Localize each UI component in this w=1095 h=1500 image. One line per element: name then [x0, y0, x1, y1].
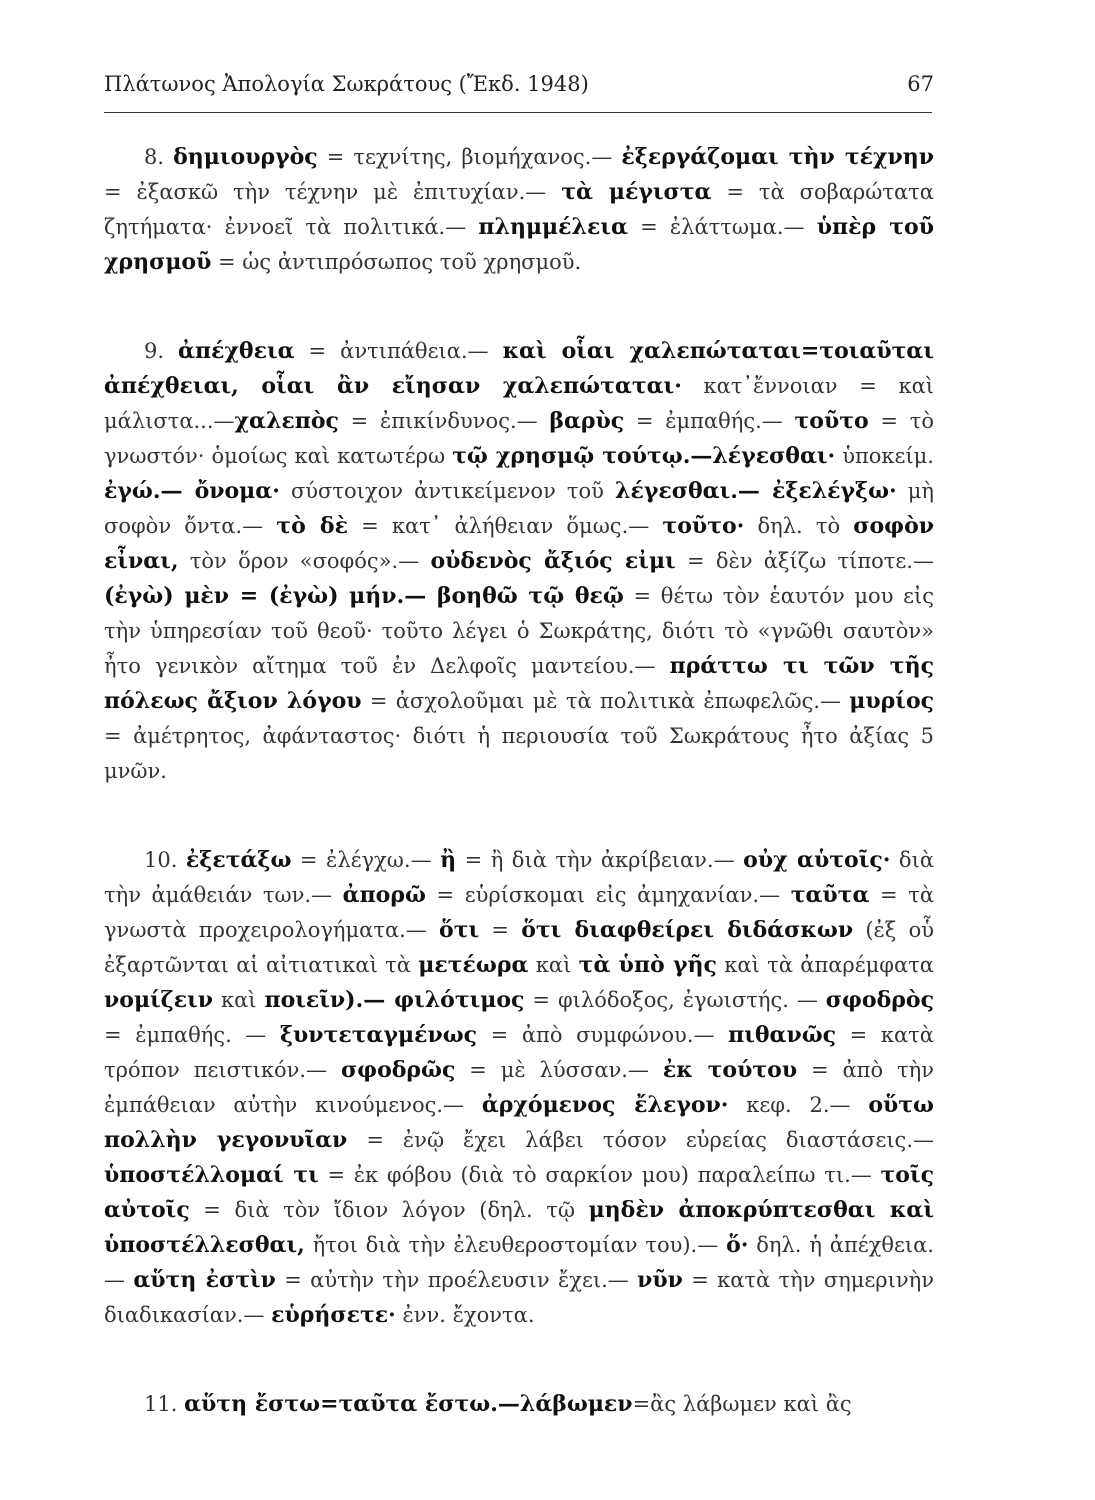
gloss-text: ἤτοι διὰ τὴν ἐλευθεροστομίαν του).—: [304, 1233, 727, 1257]
gloss-text: καὶ: [528, 953, 579, 977]
gloss-text: = τὰ γνωστὰ προχειρολογήματα.—: [104, 883, 934, 942]
section-8: [104, 140, 934, 280]
gloss-text: = ἢ διὰ τὴν ἀκρίβειαν.—: [456, 848, 744, 872]
lemma-term: ἀρχόμενος ἔλεγον·: [481, 1092, 729, 1118]
lemma-term: μετέωρα: [418, 952, 529, 978]
gloss-text: = ἐπικίνδυνος.—: [338, 409, 550, 433]
lemma-term: ἐξεργάζομαι τὴν τέχνην: [621, 144, 934, 170]
lemma-term: τὰ μέγιστα: [561, 179, 712, 205]
gloss-text: = ἐμπαθής. —: [104, 1023, 280, 1047]
lemma-term: νῦν: [637, 1267, 683, 1293]
section-9: [104, 334, 934, 789]
lemma-term: ἀπέχθεια: [178, 338, 295, 364]
lemma-term: τῷ χρησμῷ τούτῳ.—λέγεσθαι·: [452, 443, 836, 469]
gloss-text: = ἐξασκῶ τὴν τέχνην μὲ ἐπιτυχίαν.—: [104, 180, 562, 204]
lemma-term: σοφὸν εἶναι,: [104, 513, 935, 574]
gloss-text: = τεχνίτης, βιομήχανος.—: [317, 145, 622, 169]
gloss-text: = ἀμέτρητος, ἀφάνταστος· διότι ἡ περιουσία τοῦ Σωκράτους ἦτο ἀξίας 5 μνῶν.: [104, 724, 934, 783]
lemma-term: μυρίος: [849, 688, 935, 714]
lemma-term: πιθανῶς: [728, 1022, 837, 1048]
gloss-text: (ἐξ οὗ ἐξαρτῶνται αἱ αἰτιατικαὶ τὰ: [104, 918, 934, 977]
lemma-term: ὑπὲρ τοῦ χρησμοῦ: [104, 214, 934, 275]
lemma-term: οὕτω πολλὴν γεγονυῖαν: [104, 1092, 935, 1153]
header-rule: [104, 112, 932, 113]
gloss-text: δηλ. τὸ: [744, 514, 854, 538]
lemma-term: ἀπορῶ: [342, 882, 426, 908]
lemma-term: πράττω τι τῶν τῆς πόλεως ἄξιον λόγου: [104, 653, 934, 714]
gloss-text: = ἐλάττωμα.—: [627, 215, 817, 239]
lemma-term: σφοδρῶς: [340, 1057, 456, 1083]
gloss-text: κεφ. 2.—: [728, 1093, 869, 1117]
section-11: [104, 1387, 934, 1422]
gloss-text: =: [479, 918, 522, 942]
gloss-text: = εὑρίσκομαι εἰς ἀμηχανίαν.—: [425, 883, 791, 907]
gloss-text: τὸν ὅρον «σοφός».—: [178, 549, 431, 573]
lemma-term: αὕτη ἔστω=ταῦτα ἔστω.—λάβωμεν: [184, 1391, 633, 1417]
gloss-text: σύστοιχον ἀντικείμενον τοῦ: [279, 479, 616, 503]
lemma-term: ξυντεταγμένως: [279, 1022, 478, 1048]
gloss-text: διὰ τὴν ἀμάθειάν των.—: [104, 848, 934, 907]
lemma-term: λέγεσθαι.— ἐξελέγξω·: [615, 478, 897, 504]
lemma-term: ἐγώ.— ὄνομα·: [104, 478, 280, 504]
lemma-term: ὅτι διαφθείρει διδάσκων: [521, 917, 854, 943]
running-title: Πλάτωνος Ἀπολογία Σωκράτους (Ἔκδ. 1948): [104, 72, 589, 96]
section-10: [104, 843, 934, 1333]
gloss-text: δηλ. ἡ ἀπέχθεια.—: [104, 1233, 934, 1292]
section-number: 11.: [144, 1392, 185, 1416]
gloss-text: = τὰ σοβαρώτατα ζητήματα· ἐννοεῖ τὰ πολιτικά.—: [104, 180, 934, 239]
gloss-text: κατ᾽ἔννοιαν = καὶ μάλιστα...—: [104, 374, 934, 433]
lemma-term: τοῦτο: [794, 408, 869, 434]
lemma-term: ἢ: [440, 847, 457, 873]
section-number: 9.: [144, 339, 179, 363]
lemma-term: βαρὺς: [549, 408, 625, 434]
gloss-text: μὴ σοφὸν ὄντα.—: [104, 479, 934, 538]
gloss-text: καὶ τὰ ἀπαρέμφατα: [716, 953, 934, 977]
gloss-text: = ἀντιπάθεια.—: [294, 339, 503, 363]
lemma-term: ὅ·: [726, 1232, 749, 1258]
gloss-text: ὑποκείμ.: [835, 444, 934, 468]
gloss-text: = μὲ λύσσαν.—: [455, 1058, 663, 1082]
running-header: [104, 72, 934, 96]
lemma-term: ὑποστέλλομαί τι: [104, 1162, 319, 1188]
lemma-term: μηδὲν ἀποκρύπτεσθαι καὶ ὑποστέλλεσθαι,: [104, 1197, 934, 1258]
gloss-text: = ἀπὸ συμφώνου.—: [477, 1023, 729, 1047]
lemma-term: νομίζειν: [104, 987, 214, 1013]
lemma-term: αὕτη ἐστὶν: [133, 1267, 276, 1293]
gloss-text: = ἀσχολοῦμαι μὲ τὰ πολιτικὰ ἐπωφελῶς.—: [361, 689, 850, 713]
lemma-term: τὰ ὑπὸ γῆς: [578, 952, 717, 978]
section-number: 8.: [144, 145, 174, 169]
section-number: 10.: [144, 848, 186, 872]
gloss-text: = κατὰ τὴν σημερινὴν διαδικασίαν.—: [104, 1268, 934, 1327]
gloss-text: = τὸ γνωστόν· ὁμοίως καὶ κατωτέρω: [104, 409, 934, 468]
lemma-term: τοῦτο·: [662, 513, 745, 539]
lemma-term: εὑρήσετε·: [271, 1302, 396, 1328]
lemma-term: τοῖς αὐτοῖς: [104, 1162, 934, 1223]
lemma-term: δημιουργὸς: [173, 144, 318, 170]
lemma-term: οὐδενὸς ἄξιός εἰμι: [430, 548, 676, 574]
lemma-term: (ἐγὼ) μὲν = (ἐγὼ) μήν.— βοηθῶ τῷ θεῷ: [104, 583, 624, 609]
lemma-term: πλημμέλεια: [478, 214, 628, 240]
lemma-term: χαλεπὸς: [234, 408, 339, 434]
lemma-term: ὅτι: [439, 917, 480, 943]
gloss-text: =ἂς λάβωμεν καὶ ἂς: [632, 1392, 852, 1416]
lemma-term: σφοδρὸς: [825, 987, 934, 1013]
gloss-text: = ἀπὸ τὴν ἐμπάθειαν αὐτὴν κινούμενος.—: [104, 1058, 934, 1117]
commentary-body: [104, 140, 934, 1422]
lemma-term: τὸ δὲ: [276, 513, 348, 539]
gloss-text: = κατ᾽ ἀλήθειαν ὅμως.—: [347, 514, 663, 538]
lemma-term: καὶ οἷαι χαλεπώταται=τοιαῦται ἀπέχθειαι, οἷαι ἂν εἴησαν χαλεπώταται·: [104, 338, 934, 399]
gloss-text: = ἐνῷ ἔχει λάβει τόσον εὐρείας διαστάσεις.—: [347, 1128, 934, 1152]
lemma-term: οὐχ αὑτοῖς·: [743, 847, 891, 873]
gloss-text: = κατὰ τρόπον πειστικόν.—: [104, 1023, 934, 1082]
gloss-text: = ἐλέγχω.—: [291, 848, 441, 872]
lemma-term: ἐξετάξω: [185, 847, 292, 873]
page-number: 67: [907, 72, 934, 96]
gloss-text: = αὐτὴν τὴν προέλευσιν ἔχει.—: [275, 1268, 638, 1292]
gloss-text: = διὰ τὸν ἴδιον λόγον (δηλ. τῷ: [189, 1198, 589, 1222]
gloss-text: = φιλόδοξος, ἐγωιστής. —: [524, 988, 826, 1012]
lemma-term: ταῦτα: [790, 882, 870, 908]
lemma-term: ἐκ τούτου: [662, 1057, 798, 1083]
lemma-term: ποιεῖν).— φιλότιμος: [264, 987, 525, 1013]
gloss-text: = ὡς ἀντιπρόσωπος τοῦ χρησμοῦ.: [211, 250, 582, 274]
gloss-text: = ἐμπαθής.—: [624, 409, 795, 433]
gloss-text: καὶ: [213, 988, 265, 1012]
gloss-text: = δὲν ἀξίζω τίποτε.—: [675, 549, 934, 573]
gloss-text: = θέτω τὸν ἑαυτόν μου εἰς τὴν ὑπηρεσίαν τοῦ θεοῦ· τοῦτο λέγει ὁ Σωκράτης, διότι τὸ «γνῶθι σαυτὸν» ἦτο γενικὸν αἴτημα τοῦ ἐν Δελφοῖς μαντείου.—: [104, 584, 935, 678]
gloss-text: ἐνν. ἔχοντα.: [395, 1303, 535, 1327]
gloss-text: = ἐκ φόβου (διὰ τὸ σαρκίον μου) παραλείπω τι.—: [318, 1163, 881, 1187]
